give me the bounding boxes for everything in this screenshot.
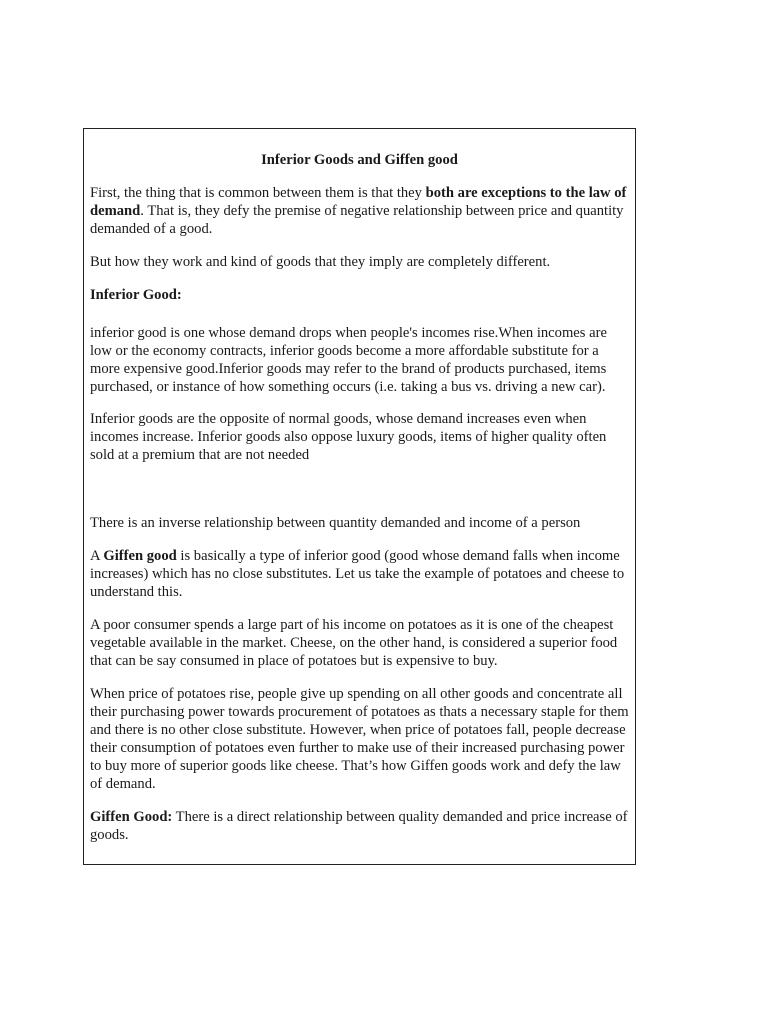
text: There is a direct relationship between quality demanded and price increase of goods. bbox=[90, 809, 628, 843]
document-frame bbox=[83, 128, 636, 865]
heading-inferior-good bbox=[90, 286, 629, 304]
paragraph-difference: But how they work and kind of goods that they imply are completely different. bbox=[90, 254, 551, 270]
bold-term: Giffen good bbox=[103, 548, 177, 564]
blank-space bbox=[90, 479, 629, 514]
bold-emphasis: both are exceptions to the law of demand bbox=[90, 185, 627, 219]
text: . That is, they defy the premise of negative relationship between price and quantity demanded of a good. bbox=[90, 203, 624, 237]
text: First, the thing that is common between them is that they bbox=[90, 185, 426, 201]
paragraph-price-effect: When price of potatoes rise, people give up spending on all other goods and concentrate all their purchasing power towards procurement of potatoes as thats a necessary staple for them and there is no other close substitute. However, when price of potatoes fall, people decrease their consumption of potatoes even further to make use of their increased purchasing power to buy more of superior goods like cheese. That’s how Giffen goods work and defy the law of demand. bbox=[90, 686, 629, 792]
text: is basically a type of inferior good (good whose demand falls when income increases) which has no close substitutes. Let us take the example of potatoes and cheese to understand this. bbox=[90, 548, 625, 600]
paragraph-inferior-definition: inferior good is one whose demand drops when people's incomes rise.When incomes are low or the economy contracts, inferior goods become a more affordable substitute for a more expensive good.Inferior goods may refer to the brand of products purchased, items purchased, or instance of how something occurs (i.e. taking a bus vs. driving a new car). bbox=[90, 325, 607, 395]
paragraph-common-trait bbox=[90, 184, 629, 238]
paragraph-inferior-opposite: Inferior goods are the opposite of normal goods, whose demand increases even when incomes increase. Inferior goods also oppose luxury goods, items of higher quality often sold at a premium that are not needed bbox=[90, 411, 607, 463]
paragraph-inverse-relationship: There is an inverse relationship between quantity demanded and income of a person bbox=[90, 515, 581, 531]
paragraph-giffen-conclusion bbox=[90, 808, 629, 844]
paragraph-giffen-definition bbox=[90, 547, 629, 601]
paragraph-poor-consumer: A poor consumer spends a large part of his income on potatoes as it is one of the cheapest vegetable available in the market. Cheese, on the other hand, is considered a superior food that can be say consumed in place of potatoes but is expensive to buy. bbox=[90, 617, 618, 669]
bold-label: Giffen Good: bbox=[90, 809, 173, 825]
document-title: Inferior Goods and Giffen good bbox=[261, 152, 458, 168]
bold-heading: Inferior Good: bbox=[90, 287, 182, 303]
text: A bbox=[90, 548, 104, 564]
